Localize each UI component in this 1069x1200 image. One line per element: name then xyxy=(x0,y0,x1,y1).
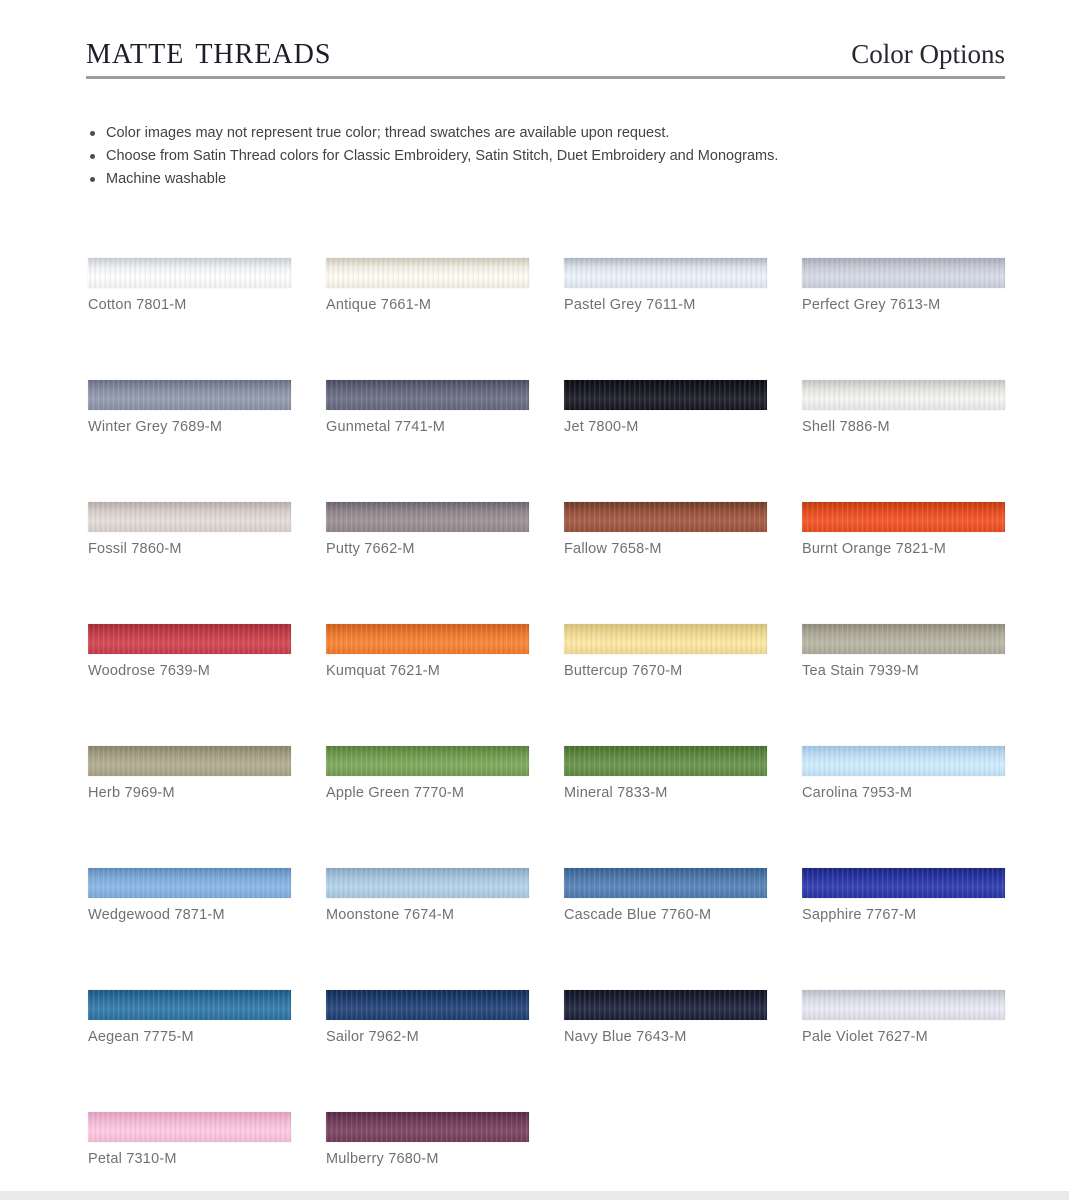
thread-swatch xyxy=(802,624,1005,679)
thread-swatch-label: Buttercup 7670-M xyxy=(564,663,683,679)
thread-swatch-bar xyxy=(326,868,529,898)
thread-swatch-bar xyxy=(326,258,529,288)
thread-swatch-bar xyxy=(88,746,291,776)
thread-swatch xyxy=(564,624,767,679)
thread-swatch-bar xyxy=(802,502,1005,532)
thread-swatch xyxy=(564,380,767,435)
thread-swatch xyxy=(326,1112,529,1167)
thread-swatch-label: Tea Stain 7939-M xyxy=(802,663,919,679)
thread-swatch-label: Perfect Grey 7613-M xyxy=(802,297,941,313)
thread-swatch xyxy=(564,868,767,923)
thread-swatch-label: Burnt Orange 7821-M xyxy=(802,541,947,557)
thread-swatch xyxy=(88,868,291,923)
thread-swatch-bar xyxy=(802,990,1005,1020)
thread-swatch-bar xyxy=(326,990,529,1020)
thread-swatch-bar xyxy=(88,1112,291,1142)
thread-swatch xyxy=(802,746,1005,801)
thread-swatch-bar xyxy=(564,380,767,410)
thread-swatch-bar xyxy=(326,624,529,654)
thread-swatch-label: Herb 7969-M xyxy=(88,785,175,801)
thread-swatch xyxy=(326,746,529,801)
thread-swatch xyxy=(802,868,1005,923)
thread-swatch-label: Aegean 7775-M xyxy=(88,1029,194,1045)
thread-swatch-bar xyxy=(326,1112,529,1142)
thread-swatch-bar xyxy=(564,746,767,776)
note-item xyxy=(88,168,778,191)
bullet-icon xyxy=(90,154,95,159)
thread-swatch xyxy=(802,380,1005,435)
thread-swatch-label: Woodrose 7639-M xyxy=(88,663,211,679)
thread-swatch xyxy=(802,990,1005,1045)
thread-swatch xyxy=(326,258,529,313)
thread-swatch-label: Cascade Blue 7760-M xyxy=(564,907,712,923)
thread-swatch xyxy=(802,502,1005,557)
thread-swatch xyxy=(802,258,1005,313)
thread-swatch-bar xyxy=(88,258,291,288)
thread-swatch-bar xyxy=(88,868,291,898)
note-text: Machine washable xyxy=(106,171,227,187)
thread-swatch-label: Apple Green 7770-M xyxy=(326,785,465,801)
thread-swatch-label: Kumquat 7621-M xyxy=(326,663,441,679)
thread-swatch xyxy=(564,990,767,1045)
thread-swatch-bar xyxy=(802,258,1005,288)
thread-swatch-bar xyxy=(564,624,767,654)
note-text: Choose from Satin Thread colors for Classic Embroidery, Satin Stitch, Duet Embroidery and Monograms. xyxy=(106,148,779,164)
thread-swatch-grid xyxy=(88,258,1005,1167)
note-text: Color images may not represent true color; thread swatches are available upon request. xyxy=(106,125,670,141)
thread-swatch-label: Carolina 7953-M xyxy=(802,785,913,801)
thread-swatch-label: Mineral 7833-M xyxy=(564,785,668,801)
page-subtitle: Color Options xyxy=(851,39,1005,69)
thread-swatch-label: Jet 7800-M xyxy=(564,419,639,435)
thread-swatch-label: Winter Grey 7689-M xyxy=(88,419,223,435)
thread-swatch-bar xyxy=(564,990,767,1020)
thread-swatch-bar xyxy=(326,502,529,532)
thread-swatch-bar xyxy=(802,746,1005,776)
thread-swatch-label: Petal 7310-M xyxy=(88,1151,177,1167)
thread-swatch-label: Moonstone 7674-M xyxy=(326,907,455,923)
thread-swatch-bar xyxy=(88,990,291,1020)
thread-swatch-bar xyxy=(802,868,1005,898)
thread-swatch-bar xyxy=(564,258,767,288)
thread-swatch-label: Cotton 7801-M xyxy=(88,297,187,313)
page-title: matte threads xyxy=(86,27,332,72)
bullet-icon xyxy=(90,131,95,136)
thread-swatch xyxy=(88,502,291,557)
bullet-icon xyxy=(90,177,95,182)
thread-swatch xyxy=(326,990,529,1045)
thread-swatch-label: Mulberry 7680-M xyxy=(326,1151,439,1167)
thread-swatch-label: Gunmetal 7741-M xyxy=(326,419,446,435)
thread-swatch-bar xyxy=(326,746,529,776)
thread-swatch-label: Pastel Grey 7611-M xyxy=(564,297,696,313)
thread-swatch-label: Pale Violet 7627-M xyxy=(802,1029,928,1045)
thread-swatch-label: Sailor 7962-M xyxy=(326,1029,419,1045)
thread-swatch xyxy=(88,258,291,313)
thread-swatch-label: Fallow 7658-M xyxy=(564,541,662,557)
thread-swatch xyxy=(564,258,767,313)
thread-swatch-bar xyxy=(326,380,529,410)
thread-swatch-label: Shell 7886-M xyxy=(802,419,890,435)
thread-swatch xyxy=(88,624,291,679)
thread-swatch-bar xyxy=(564,868,767,898)
thread-swatch-bar xyxy=(564,502,767,532)
note-item xyxy=(88,145,778,168)
thread-swatch-label: Navy Blue 7643-M xyxy=(564,1029,687,1045)
thread-swatch-label: Fossil 7860-M xyxy=(88,541,182,557)
thread-swatch xyxy=(564,746,767,801)
thread-swatch-bar xyxy=(88,380,291,410)
note-item xyxy=(88,122,778,145)
thread-swatch-label: Wedgewood 7871-M xyxy=(88,907,225,923)
thread-swatch xyxy=(564,502,767,557)
thread-swatch xyxy=(88,990,291,1045)
thread-swatch xyxy=(88,380,291,435)
thread-swatch xyxy=(326,624,529,679)
thread-swatch-label: Putty 7662-M xyxy=(326,541,415,557)
thread-swatch-bar xyxy=(802,380,1005,410)
thread-swatch xyxy=(326,502,529,557)
thread-swatch-bar xyxy=(88,624,291,654)
thread-swatch-bar xyxy=(802,624,1005,654)
thread-swatch xyxy=(326,868,529,923)
page-header xyxy=(86,27,1005,79)
thread-swatch xyxy=(88,746,291,801)
notes-list xyxy=(88,122,778,191)
thread-swatch-label: Antique 7661-M xyxy=(326,297,432,313)
thread-swatch xyxy=(88,1112,291,1167)
thread-swatch-label: Sapphire 7767-M xyxy=(802,907,917,923)
page-bottom-edge xyxy=(0,1191,1069,1200)
thread-swatch xyxy=(326,380,529,435)
thread-swatch-bar xyxy=(88,502,291,532)
